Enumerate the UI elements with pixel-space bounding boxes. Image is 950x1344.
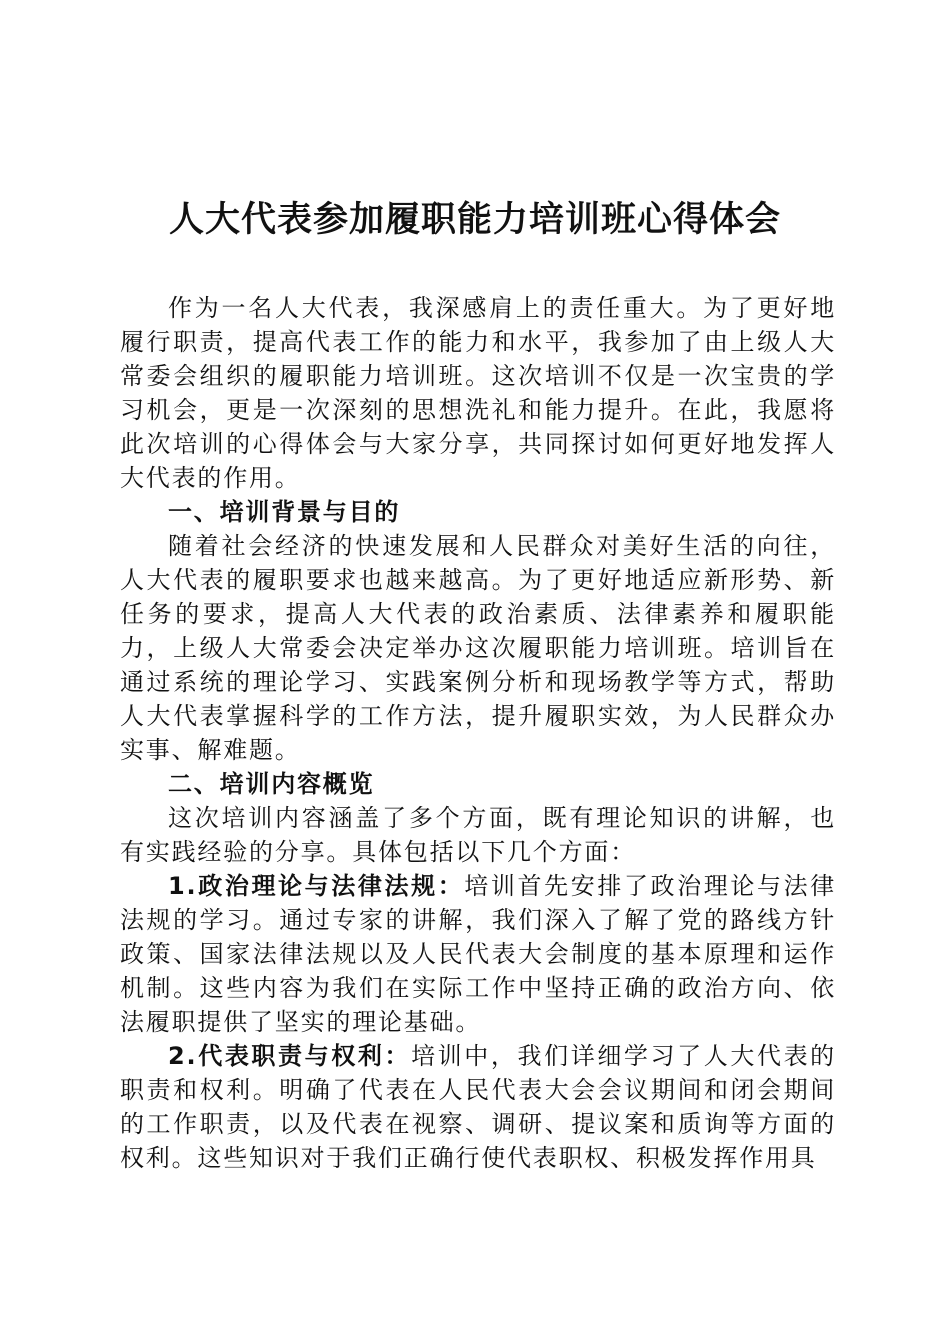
item-2-lead: 2.代表职责与权利： [168,1042,412,1070]
document-title: 人大代表参加履职能力培训班心得体会 [168,200,781,240]
section-1-heading: 一、培训背景与目的 [168,498,401,526]
item-1-paragraph [120,869,836,1039]
item-2-text: 培训中，我们详细学习了人大代表的职责和权利。明确了代表在人民代表大会会议期间和闭会期间的工作职责，以及代表在视察、调研、提议案和质询等方面的权利。这些知识对于我们正确行使代表职权、积极发挥作用具 [120,1042,836,1172]
section-1-paragraph: 随着社会经济的快速发展和人民群众对美好生活的向往，人大代表的履职要求也越来越高。为了更好地适应新形势、新任务的要求，提高人大代表的政治素质、法律素养和履职能力，上级人大常委会决定举办这次履职能力培训班。培训旨在通过系统的理论学习、实践案例分析和现场教学等方式，帮助人大代表掌握科学的工作方法，提升履职实效，为人民群众办实事、解难题。 [120,532,836,764]
document-body [120,291,836,1175]
section-2-heading: 二、培训内容概览 [168,770,375,798]
item-2-paragraph [120,1039,836,1175]
item-1-lead: 1.政治理论与法律法规： [168,872,465,900]
item-1-text: 培训首先安排了政治理论与法律法规的学习。通过专家的讲解，我们深入了解了党的路线方针政策、国家法律法规以及人民代表大会制度的基本原理和运作机制。这些内容为我们在实际工作中坚持正确的政治方向、依法履职提供了坚实的理论基础。 [120,872,836,1036]
intro-paragraph: 作为一名人大代表，我深感肩上的责任重大。为了更好地履行职责，提高代表工作的能力和水平，我参加了由上级人大常委会组织的履职能力培训班。这次培训不仅是一次宝贵的学习机会，更是一次深刻的思想洗礼和能力提升。在此，我愿将此次培训的心得体会与大家分享，共同探讨如何更好地发挥人大代表的作用。 [120,294,836,492]
section-2-paragraph: 这次培训内容涵盖了多个方面，既有理论知识的讲解，也有实践经验的分享。具体包括以下几个方面： [120,804,836,866]
